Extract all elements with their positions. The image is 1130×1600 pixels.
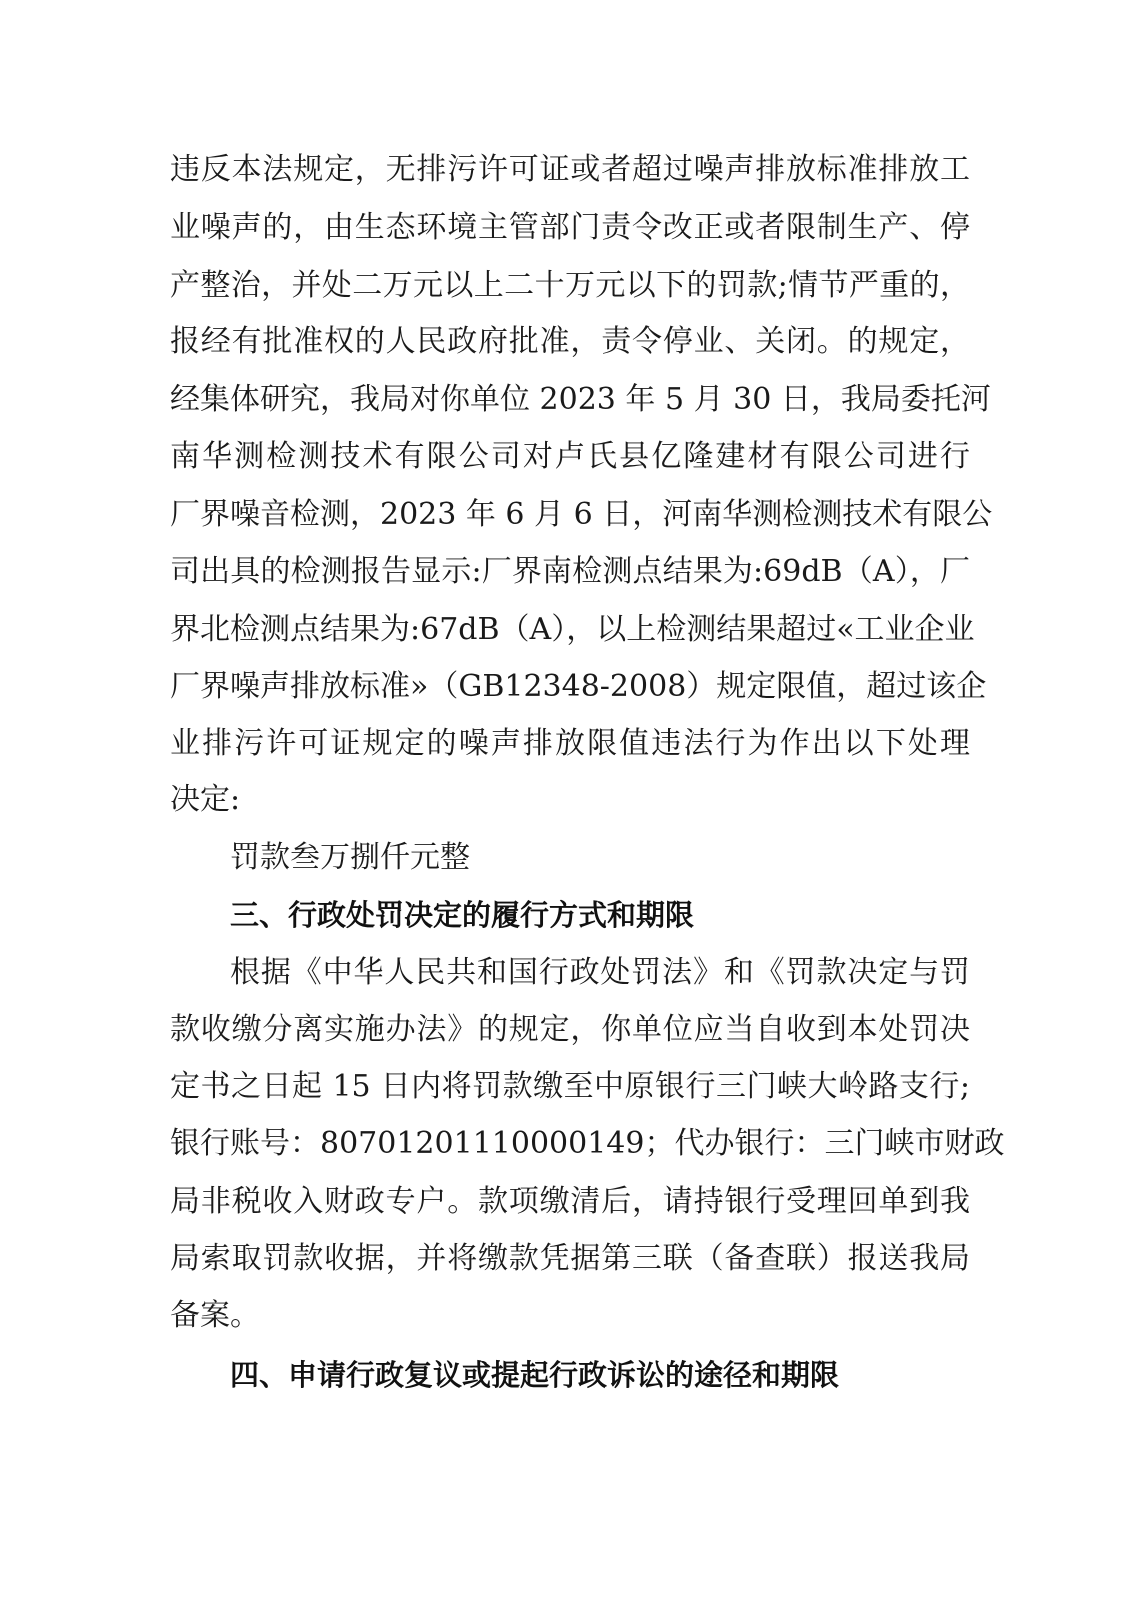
paragraph-line: 厂界噪声排放标准»（GB12348-2008）规定限值，超过该企	[170, 669, 987, 704]
paragraph-line: 局非税收入财政专户。款项缴清后，请持银行受理回单到我	[170, 1184, 970, 1219]
paragraph-line: 根据《中华人民共和国行政处罚法》和《罚款决定与罚	[230, 955, 970, 990]
paragraph-line: 款收缴分离实施办法》的规定，你单位应当自收到本处罚决	[170, 1012, 970, 1047]
paragraph-line: 产整治，并处二万元以上二十万元以下的罚款;情节严重的，	[170, 268, 970, 303]
section-heading-4: 四、申请行政复议或提起行政诉讼的途径和期限	[230, 1358, 840, 1392]
paragraph-line: 司出具的检测报告显示:厂界南检测点结果为:69dB（A），厂	[170, 554, 970, 589]
paragraph-line: 厂界噪音检测，2023 年 6 月 6 日，河南华测检测技术有限公	[170, 497, 993, 532]
paragraph-line: 经集体研究，我局对你单位 2023 年 5 月 30 日，我局委托河	[170, 382, 991, 417]
paragraph-line: 业排污许可证规定的噪声排放限值违法行为作出以下处理	[170, 726, 970, 761]
paragraph-line: 银行账号：80701201110000149；代办银行：三门峡市财政	[170, 1126, 1005, 1161]
paragraph-line: 违反本法规定，无排污许可证或者超过噪声排放标准排放工	[170, 152, 970, 187]
paragraph-line: 定书之日起 15 日内将罚款缴至中原银行三门峡大岭路支行;	[170, 1069, 970, 1104]
penalty-amount: 罚款叁万捌仟元整	[230, 840, 470, 875]
paragraph-line: 报经有批准权的人民政府批准，责令停业、关闭。的规定，	[170, 324, 970, 359]
paragraph-line: 界北检测点结果为:67dB（A），以上检测结果超过«工业企业	[170, 612, 975, 647]
paragraph-line: 业噪声的，由生态环境主管部门责令改正或者限制生产、停	[170, 210, 970, 245]
paragraph-line: 局索取罚款收据，并将缴款凭据第三联（备查联）报送我局	[170, 1241, 970, 1276]
paragraph-line: 南华测检测技术有限公司对卢氏县亿隆建材有限公司进行	[170, 439, 970, 474]
paragraph-line: 决定:	[170, 782, 241, 817]
section-heading-3: 三、行政处罚决定的履行方式和期限	[230, 898, 695, 932]
paragraph-line: 备案。	[170, 1298, 260, 1333]
